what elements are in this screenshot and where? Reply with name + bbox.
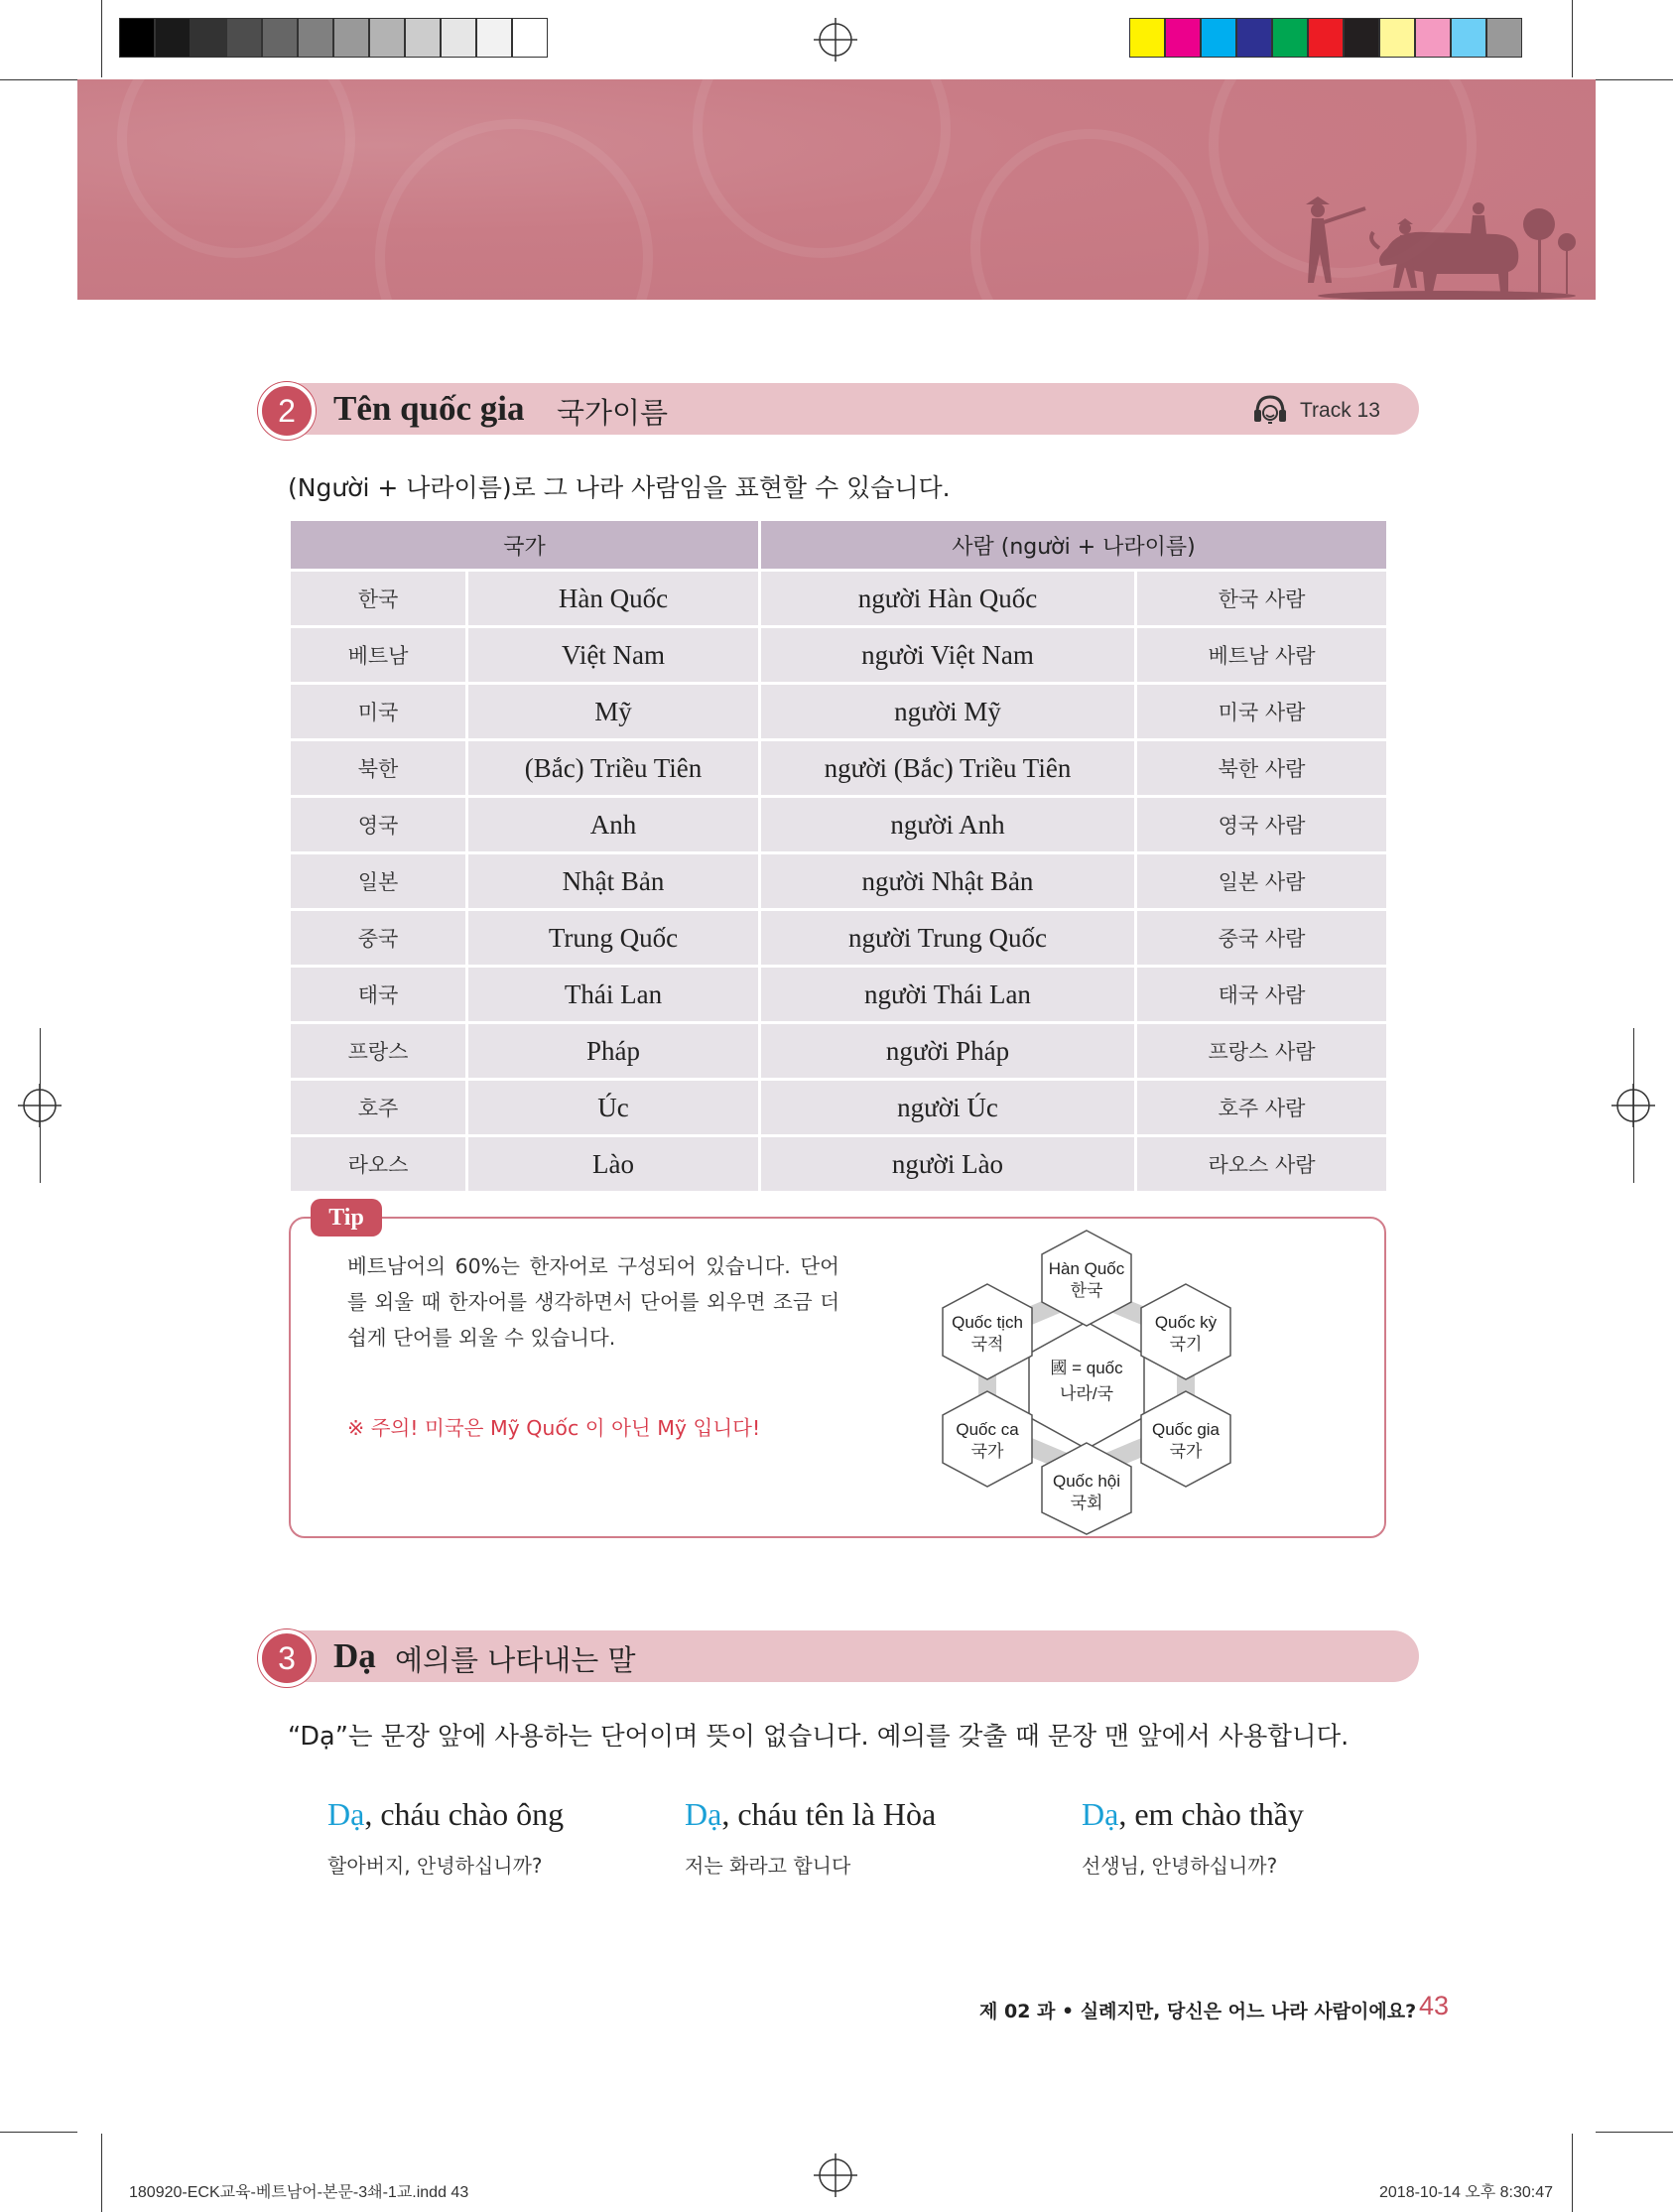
- person-ko: 미국 사람: [1137, 685, 1386, 738]
- country-ko: 일본: [291, 854, 465, 908]
- tip-text: 베트남어의 60%는 한자어로 구성되어 있습니다. 단어를 외울 때 한자어를 생각하면서 단어를 외우면 조금 더 쉽게 단어를 외울 수 있습니다.: [347, 1254, 839, 1350]
- table-header-row: [291, 521, 1386, 569]
- da-word: Dạ: [1082, 1796, 1119, 1832]
- country-ko: 호주: [291, 1081, 465, 1134]
- table-row: [291, 685, 1386, 738]
- person-vi: người Anh: [761, 798, 1134, 851]
- registration-mark-bottom: [814, 2153, 857, 2197]
- tip-label: Tip: [311, 1199, 382, 1236]
- section-number: 3: [258, 1629, 316, 1687]
- hex-upper-left-vi: Quốc tịch: [952, 1313, 1023, 1332]
- country-ko: 태국: [291, 968, 465, 1021]
- track-label[interactable]: Track 13: [1300, 399, 1380, 422]
- country-ko: 북한: [291, 741, 465, 795]
- section-title-vi: Dạ: [333, 1636, 376, 1675]
- farmer-buffalo-silhouette-icon: [1248, 189, 1576, 300]
- person-vi: người Lào: [761, 1137, 1134, 1191]
- hex-top-ko: 한국: [1070, 1281, 1103, 1300]
- country-vi: Nhật Bản: [468, 854, 758, 908]
- country-vi: Thái Lan: [468, 968, 758, 1021]
- hex-bottom-vi: Quốc hội: [1052, 1472, 1121, 1491]
- hex-lower-left: [943, 1391, 1032, 1487]
- section-number: 2: [258, 382, 316, 440]
- person-vi: người Trung Quốc: [761, 911, 1134, 965]
- header-country: 국가: [291, 521, 758, 569]
- country-ko: 라오스: [291, 1137, 465, 1191]
- country-vi: Việt Nam: [468, 628, 758, 682]
- tip-note: ※ 주의! 미국은 Mỹ Quốc 이 아닌 Mỹ 입니다!: [347, 1416, 761, 1440]
- country-vi: Hàn Quốc: [468, 572, 758, 625]
- section-3-intro: “Dạ”는 문장 앞에 사용하는 단어이며 뜻이 없습니다. 예의를 갖출 때 문장 맨 앞에서 사용합니다.: [288, 1722, 1350, 1752]
- example-sentence: [685, 1796, 936, 1833]
- section-title-ko: 예의를 나타내는 말: [395, 1643, 636, 1677]
- table-row: [291, 572, 1386, 625]
- da-word: Dạ: [327, 1796, 365, 1832]
- example-translation: 선생님, 안녕하십니까?: [1082, 1854, 1278, 1878]
- person-ko: 영국 사람: [1137, 798, 1386, 851]
- person-ko: 태국 사람: [1137, 968, 1386, 1021]
- person-vi: người Mỹ: [761, 685, 1134, 738]
- person-vi: người Úc: [761, 1081, 1134, 1134]
- country-ko: 베트남: [291, 628, 465, 682]
- person-ko: 북한 사람: [1137, 741, 1386, 795]
- hex-lower-right-ko: 국가: [1169, 1442, 1203, 1461]
- example-sentence: [327, 1796, 564, 1833]
- person-vi: người Nhật Bản: [761, 854, 1134, 908]
- person-ko: 베트남 사람: [1137, 628, 1386, 682]
- table-row: [291, 1137, 1386, 1191]
- example-sentence: [1082, 1796, 1304, 1833]
- person-vi: người Pháp: [761, 1024, 1134, 1078]
- table-row: [291, 798, 1386, 851]
- country-ko: 영국: [291, 798, 465, 851]
- sentence-rest: , cháu tên là Hòa: [721, 1796, 937, 1832]
- da-word: Dạ: [685, 1796, 722, 1832]
- table-row: [291, 911, 1386, 965]
- hex-center-line1: 國 = quốc: [1050, 1359, 1123, 1377]
- country-ko: 중국: [291, 911, 465, 965]
- person-ko: 일본 사람: [1137, 854, 1386, 908]
- hex-lower-right-vi: Quốc gia: [1151, 1420, 1221, 1439]
- hex-center: [1029, 1322, 1144, 1449]
- example-translation: 저는 화라고 합니다: [685, 1854, 851, 1878]
- country-vi: (Bắc) Triều Tiên: [468, 741, 758, 795]
- section-title-vi: Tên quốc gia: [333, 389, 525, 428]
- table-row: [291, 854, 1386, 908]
- hexagon-diagram: [923, 1223, 1250, 1536]
- hex-upper-left: [943, 1284, 1032, 1379]
- sentence-rest: , em chào thầy: [1118, 1796, 1304, 1832]
- person-ko: 프랑스 사람: [1137, 1024, 1386, 1078]
- headphones-icon[interactable]: [1252, 393, 1288, 427]
- country-ko: 프랑스: [291, 1024, 465, 1078]
- table-row: [291, 628, 1386, 682]
- country-vi: Anh: [468, 798, 758, 851]
- person-ko: 한국 사람: [1137, 572, 1386, 625]
- hex-lower-left-ko: 국가: [970, 1442, 1004, 1461]
- country-ko: 미국: [291, 685, 465, 738]
- hex-lower-left-vi: Quốc ca: [956, 1420, 1019, 1439]
- registration-mark-top: [814, 18, 857, 62]
- person-ko: 중국 사람: [1137, 911, 1386, 965]
- country-vi: Pháp: [468, 1024, 758, 1078]
- header-person: 사람 (người + 나라이름): [761, 521, 1386, 569]
- table-row: [291, 741, 1386, 795]
- person-ko: 라오스 사람: [1137, 1137, 1386, 1191]
- country-vi: Trung Quốc: [468, 911, 758, 965]
- sentence-rest: , cháu chào ông: [364, 1796, 565, 1832]
- chapter-footer: 제 02 과 • 실례지만, 당신은 어느 나라 사람이에요?: [979, 2001, 1417, 2022]
- country-vi: Úc: [468, 1081, 758, 1134]
- hex-top-vi: Hàn Quốc: [1048, 1259, 1125, 1278]
- nations-table: [288, 518, 1389, 1194]
- hex-lower-right: [1141, 1391, 1230, 1487]
- section-2-intro: (Người + 나라이름)로 그 나라 사람임을 표현할 수 있습니다.: [288, 473, 951, 502]
- person-vi: người Việt Nam: [761, 628, 1134, 682]
- table-row: [291, 1081, 1386, 1134]
- person-ko: 호주 사람: [1137, 1081, 1386, 1134]
- country-ko: 한국: [291, 572, 465, 625]
- country-vi: Lào: [468, 1137, 758, 1191]
- header-banner: [77, 79, 1596, 300]
- hex-upper-right-ko: 국기: [1169, 1335, 1203, 1354]
- slug-file: 180920-ECK교육-베트남어-본문-3쇄-1교.indd 43: [129, 2184, 469, 2201]
- country-vi: Mỹ: [468, 685, 758, 738]
- slug-date: 2018-10-14 오후 8:30:47: [1379, 2184, 1554, 2201]
- hex-upper-right: [1141, 1284, 1230, 1379]
- hex-upper-left-ko: 국적: [970, 1335, 1004, 1354]
- hex-bottom-ko: 국회: [1070, 1494, 1103, 1512]
- page-number: 43: [1419, 1991, 1450, 2020]
- person-vi: người (Bắc) Triều Tiên: [761, 741, 1134, 795]
- person-vi: người Hàn Quốc: [761, 572, 1134, 625]
- section-title-ko: 국가이름: [557, 396, 669, 430]
- hex-upper-right-vi: Quốc kỳ: [1154, 1313, 1218, 1332]
- table-row: [291, 968, 1386, 1021]
- hex-center-line2: 나라/국: [1060, 1384, 1113, 1403]
- example-translation: 할아버지, 안녕하십니까?: [327, 1854, 543, 1878]
- table-row: [291, 1024, 1386, 1078]
- person-vi: người Thái Lan: [761, 968, 1134, 1021]
